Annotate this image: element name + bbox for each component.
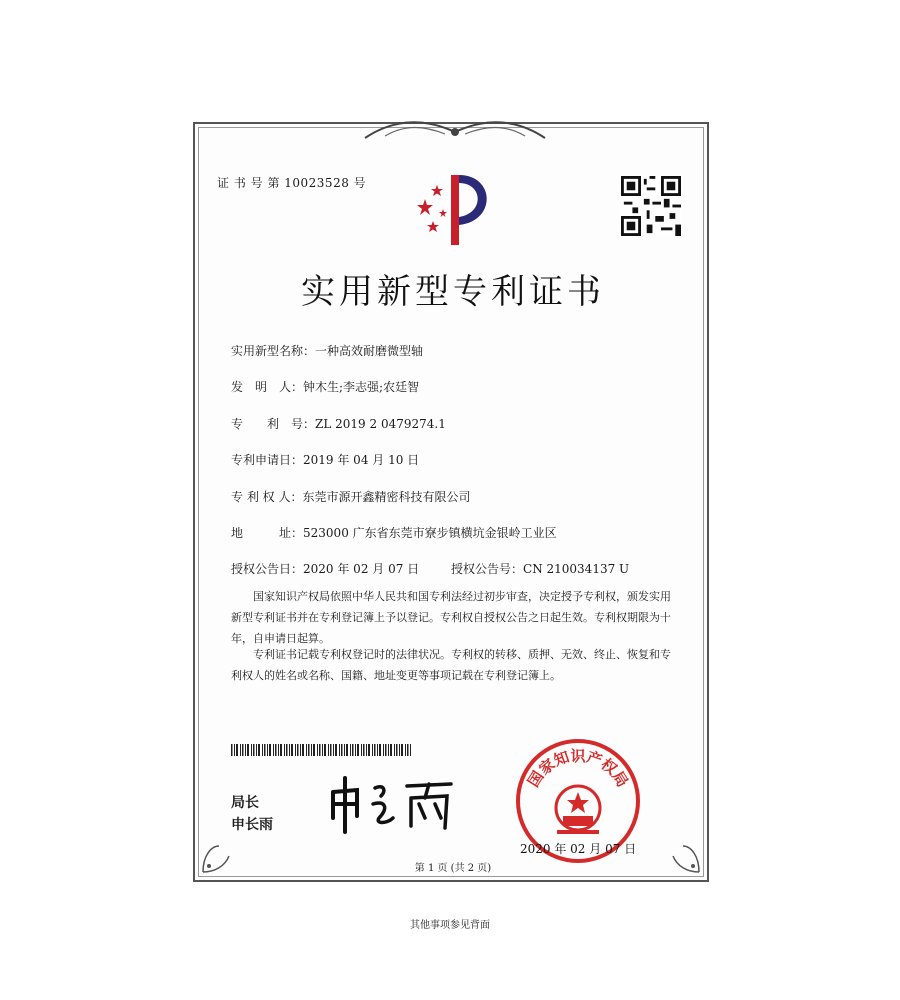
svg-text:国家知识产权局: 国家知识产权局 [524, 747, 632, 791]
grant-number-field [451, 560, 629, 577]
patentee-field [231, 488, 470, 505]
patent-number-field [231, 415, 446, 432]
field-value: 一种高效耐磨微型轴 [315, 344, 424, 358]
handwritten-signature [327, 774, 457, 834]
legal-status-paragraph: 专利证书记载专利权登记时的法律状况。专利权的转移、质押、无效、终止、恢复和专利权人的姓名或名称、国籍、地址变更等事项记载在专利登记簿上。 [231, 648, 671, 682]
cnipa-logo-icon [405, 169, 501, 249]
footer-note: 其他事项参见背面 [410, 920, 490, 931]
field-label: 授权公告日： [231, 562, 304, 576]
utility-model-name-field [231, 342, 423, 359]
patent-certificate [193, 122, 709, 882]
page-number: 第 1 页 (共 2 页) [414, 863, 492, 874]
field-value: 523000 广东省东莞市寮步镇横坑金银岭工业区 [303, 526, 557, 540]
address-field [231, 524, 557, 541]
field-label: 专 利 号： [231, 417, 316, 431]
field-label: 实用新型名称： [231, 344, 316, 358]
grant-date-field [231, 560, 419, 577]
grant-statement-paragraph: 国家知识产权局依照中华人民共和国专利法经过初步审查，决定授予专利权，颁发实用新型专利证书并在专利登记簿上予以登记。专利权自授权公告之日起生效。专利权期限为十年，自申请日起算。 [231, 590, 671, 645]
field-value: ZL 2019 2 0479274.1 [315, 417, 446, 431]
qr-code-icon [621, 176, 681, 236]
signatory-name: 申长雨 [231, 817, 273, 833]
field-label: 专 利 权 人： [231, 490, 303, 504]
field-value: 2019 年 04 月 10 日 [303, 453, 420, 467]
inventor-field [231, 378, 419, 395]
field-label: 地 址： [231, 526, 304, 540]
field-value: CN 210034137 U [523, 562, 630, 576]
seal-date: 2020 年 02 月 07 日 [520, 842, 637, 856]
field-label: 专利申请日： [231, 453, 304, 467]
barcode-icon [231, 744, 411, 756]
field-label: 授权公告号： [451, 562, 524, 576]
field-value: 2020 年 02 月 07 日 [303, 562, 420, 576]
filing-date-field [231, 451, 419, 468]
field-label: 发 明 人： [231, 380, 304, 394]
field-value: 东莞市源开鑫精密科技有限公司 [302, 490, 471, 504]
signatory-title: 局长 [231, 795, 259, 811]
top-ornament-icon [355, 118, 555, 144]
certificate-title: 实用新型专利证书 [301, 272, 605, 312]
certificate-number: 证 书 号 第 10023528 号 [217, 176, 367, 190]
field-value: 钟木生;李志强;农廷智 [303, 380, 420, 394]
